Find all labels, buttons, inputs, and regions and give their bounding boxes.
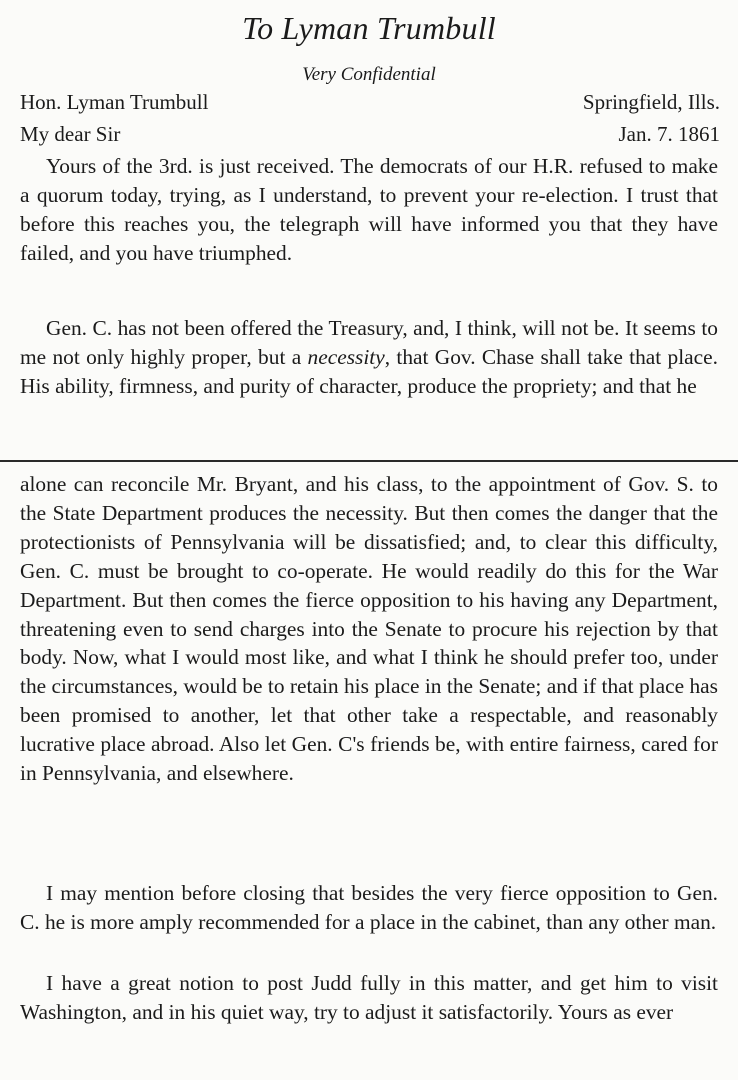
paragraph-2-emphasis: necessity [307,344,385,369]
page-title: To Lyman Trumbull [242,10,496,46]
recipient: Hon. Lyman Trumbull [20,90,209,114]
salutation: My dear Sir [20,122,121,146]
page-divider [0,460,738,462]
salutation-row [20,120,720,148]
paragraph-2-text-after: , that Gov. Chase shall take that place. His ability, firmness, and purity of character, produce the propriety; and that he [20,344,718,398]
paragraph-3 [20,470,718,788]
location: Springfield, Ills. [582,90,720,114]
paragraph-5 [20,969,718,1027]
paragraph-1 [20,152,718,268]
paragraph-2-text-before: Gen. C. has not been offered the Treasury, and, I think, will not be. It seems to me not only highly proper, but a [20,316,718,369]
confidential-subtitle: Very Confidential [302,64,436,85]
paragraph-1-text: Yours of the 3rd. is just received. The democrats of our H.R. refused to make a quorum today, trying, as I understand, to prevent your re-election. I trust that before this reaches you, the telegraph will have informed you that they have failed, and you have triumphed. [20,154,718,265]
date: Jan. 7. 1861 [618,122,720,146]
paragraph-3-text: alone can reconcile Mr. Bryant, and his class, to the appointment of Gov. S. to the State Department produces the necessity. But then comes the danger that the protectionists of Pennsylvania will be dissatisfied; and, to clear this difficulty, Gen. C. must be brought to co-operate. He would readily do this for the War Department. But then comes the fierce opposition to his having any Department, threatening even to send charges into the Senate to procure his rejection by that body. Now, what I would most like, and what I think he should prefer too, under the circumstances, would be to retain his place in the Senate; and if that place has been promised to another, let that other take a respectable, and reasonably lucrative place abroad. Also let Gen. C's friends be, with entire fairness, cared for in Pennsylvania, and elsewhere. [20,472,718,786]
paragraph-4-text: I may mention before closing that besides the very fierce opposition to Gen. C. he is more amply recommended for a place in the cabinet, than any other man. [20,881,718,934]
paragraph-4 [20,879,718,937]
address-row [20,88,720,116]
paragraph-2 [20,314,718,401]
paragraph-5-text: I have a great notion to post Judd fully in this matter, and get him to visit Washington, and in his quiet way, try to adjust it satisfactorily. Yours as ever [20,971,718,1024]
